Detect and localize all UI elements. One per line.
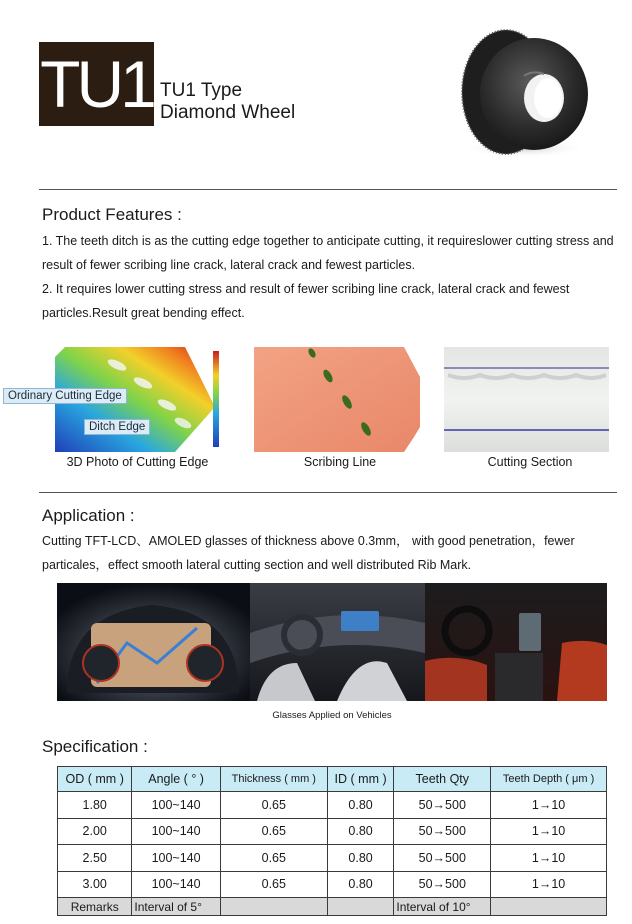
table-row [58, 818, 607, 845]
cell-id: 0.80 [327, 792, 394, 819]
table-row [58, 845, 607, 872]
cell-thickness: 0.65 [220, 871, 327, 898]
product-type: TU1 Type [160, 80, 243, 101]
cell-teeth-qty: 50→500 [394, 818, 491, 845]
cell-od: 1.80 [58, 792, 132, 819]
header-thickness: Thickness ( mm ) [220, 767, 327, 792]
cell-od: 3.00 [58, 871, 132, 898]
features-title: Product Features : [42, 205, 182, 224]
cell-thickness: 0.65 [220, 792, 327, 819]
cell-thickness: 0.65 [220, 845, 327, 872]
cell-od: 2.00 [58, 818, 132, 845]
remarks-teeth: Interval of 10° [394, 898, 491, 916]
diamond-wheel-image [440, 14, 600, 164]
header-teeth-depth: Teeth Depth ( μm ) [491, 767, 607, 792]
vehicle-glass-photos [57, 583, 607, 701]
callout-ditch-edge: Ditch Edge [84, 419, 150, 435]
product-name: Diamond Wheel [160, 102, 296, 123]
header-angle: Angle ( ° ) [132, 767, 220, 792]
table-row [58, 792, 607, 819]
table-header-row [58, 767, 607, 792]
cell-angle: 100~140 [132, 845, 220, 872]
callout-ordinary-cutting-edge: Ordinary Cutting Edge [3, 388, 127, 404]
feature-item-2: 2. It requires lower cutting stress and result of fewer scribing line crack, lateral crack and fewest particles.Result great bending effect. [42, 282, 570, 320]
header-teeth-qty: Teeth Qty [394, 767, 491, 792]
caption-3d-photo: 3D Photo of Cutting Edge [66, 455, 209, 469]
caption-scribing-line: Scribing Line [303, 455, 377, 469]
cell-teeth-depth: 1→10 [491, 871, 607, 898]
remarks-empty [220, 898, 327, 916]
cell-teeth-depth: 1→10 [491, 845, 607, 872]
header-id: ID ( mm ) [327, 767, 394, 792]
specification-table [57, 766, 607, 916]
cell-od: 2.50 [58, 845, 132, 872]
cell-id: 0.80 [327, 845, 394, 872]
cell-angle: 100~140 [132, 818, 220, 845]
feature-item-1: 1. The teeth ditch is as the cutting edge together to anticipate cutting, it requireslower cutting stress and result of fewer scribing line crack, lateral crack and fewest particles. [42, 234, 614, 272]
remarks-angle: Interval of 5° [132, 898, 220, 916]
table-row [58, 871, 607, 898]
application-text: Cutting TFT-LCD、AMOLED glasses of thickness above 0.3mm， with good penetration，fewer particales，effect smooth lateral cutting section and well distributed Rib Mark. [42, 534, 575, 572]
divider [39, 492, 617, 493]
cell-teeth-qty: 50→500 [394, 792, 491, 819]
cell-teeth-qty: 50→500 [394, 845, 491, 872]
cell-id: 0.80 [327, 871, 394, 898]
scribing-line-photo [254, 347, 420, 452]
cell-angle: 100~140 [132, 871, 220, 898]
cell-angle: 100~140 [132, 792, 220, 819]
header-od: OD ( mm ) [58, 767, 132, 792]
product-title [160, 80, 295, 124]
product-logo: TU1 [39, 42, 154, 126]
vehicles-caption: Glasses Applied on Vehicles [272, 710, 392, 721]
remarks-label: Remarks [58, 898, 132, 916]
cell-teeth-qty: 50→500 [394, 871, 491, 898]
cutting-section-photo [444, 347, 609, 452]
application-title: Application : [42, 506, 135, 525]
cell-thickness: 0.65 [220, 818, 327, 845]
cell-id: 0.80 [327, 818, 394, 845]
remarks-empty [327, 898, 394, 916]
specification-title: Specification : [42, 737, 148, 756]
cell-teeth-depth: 1→10 [491, 818, 607, 845]
divider [39, 189, 617, 190]
remarks-empty [491, 898, 607, 916]
cell-teeth-depth: 1→10 [491, 792, 607, 819]
caption-cutting-section: Cutting Section [487, 455, 573, 469]
remarks-row [58, 898, 607, 916]
